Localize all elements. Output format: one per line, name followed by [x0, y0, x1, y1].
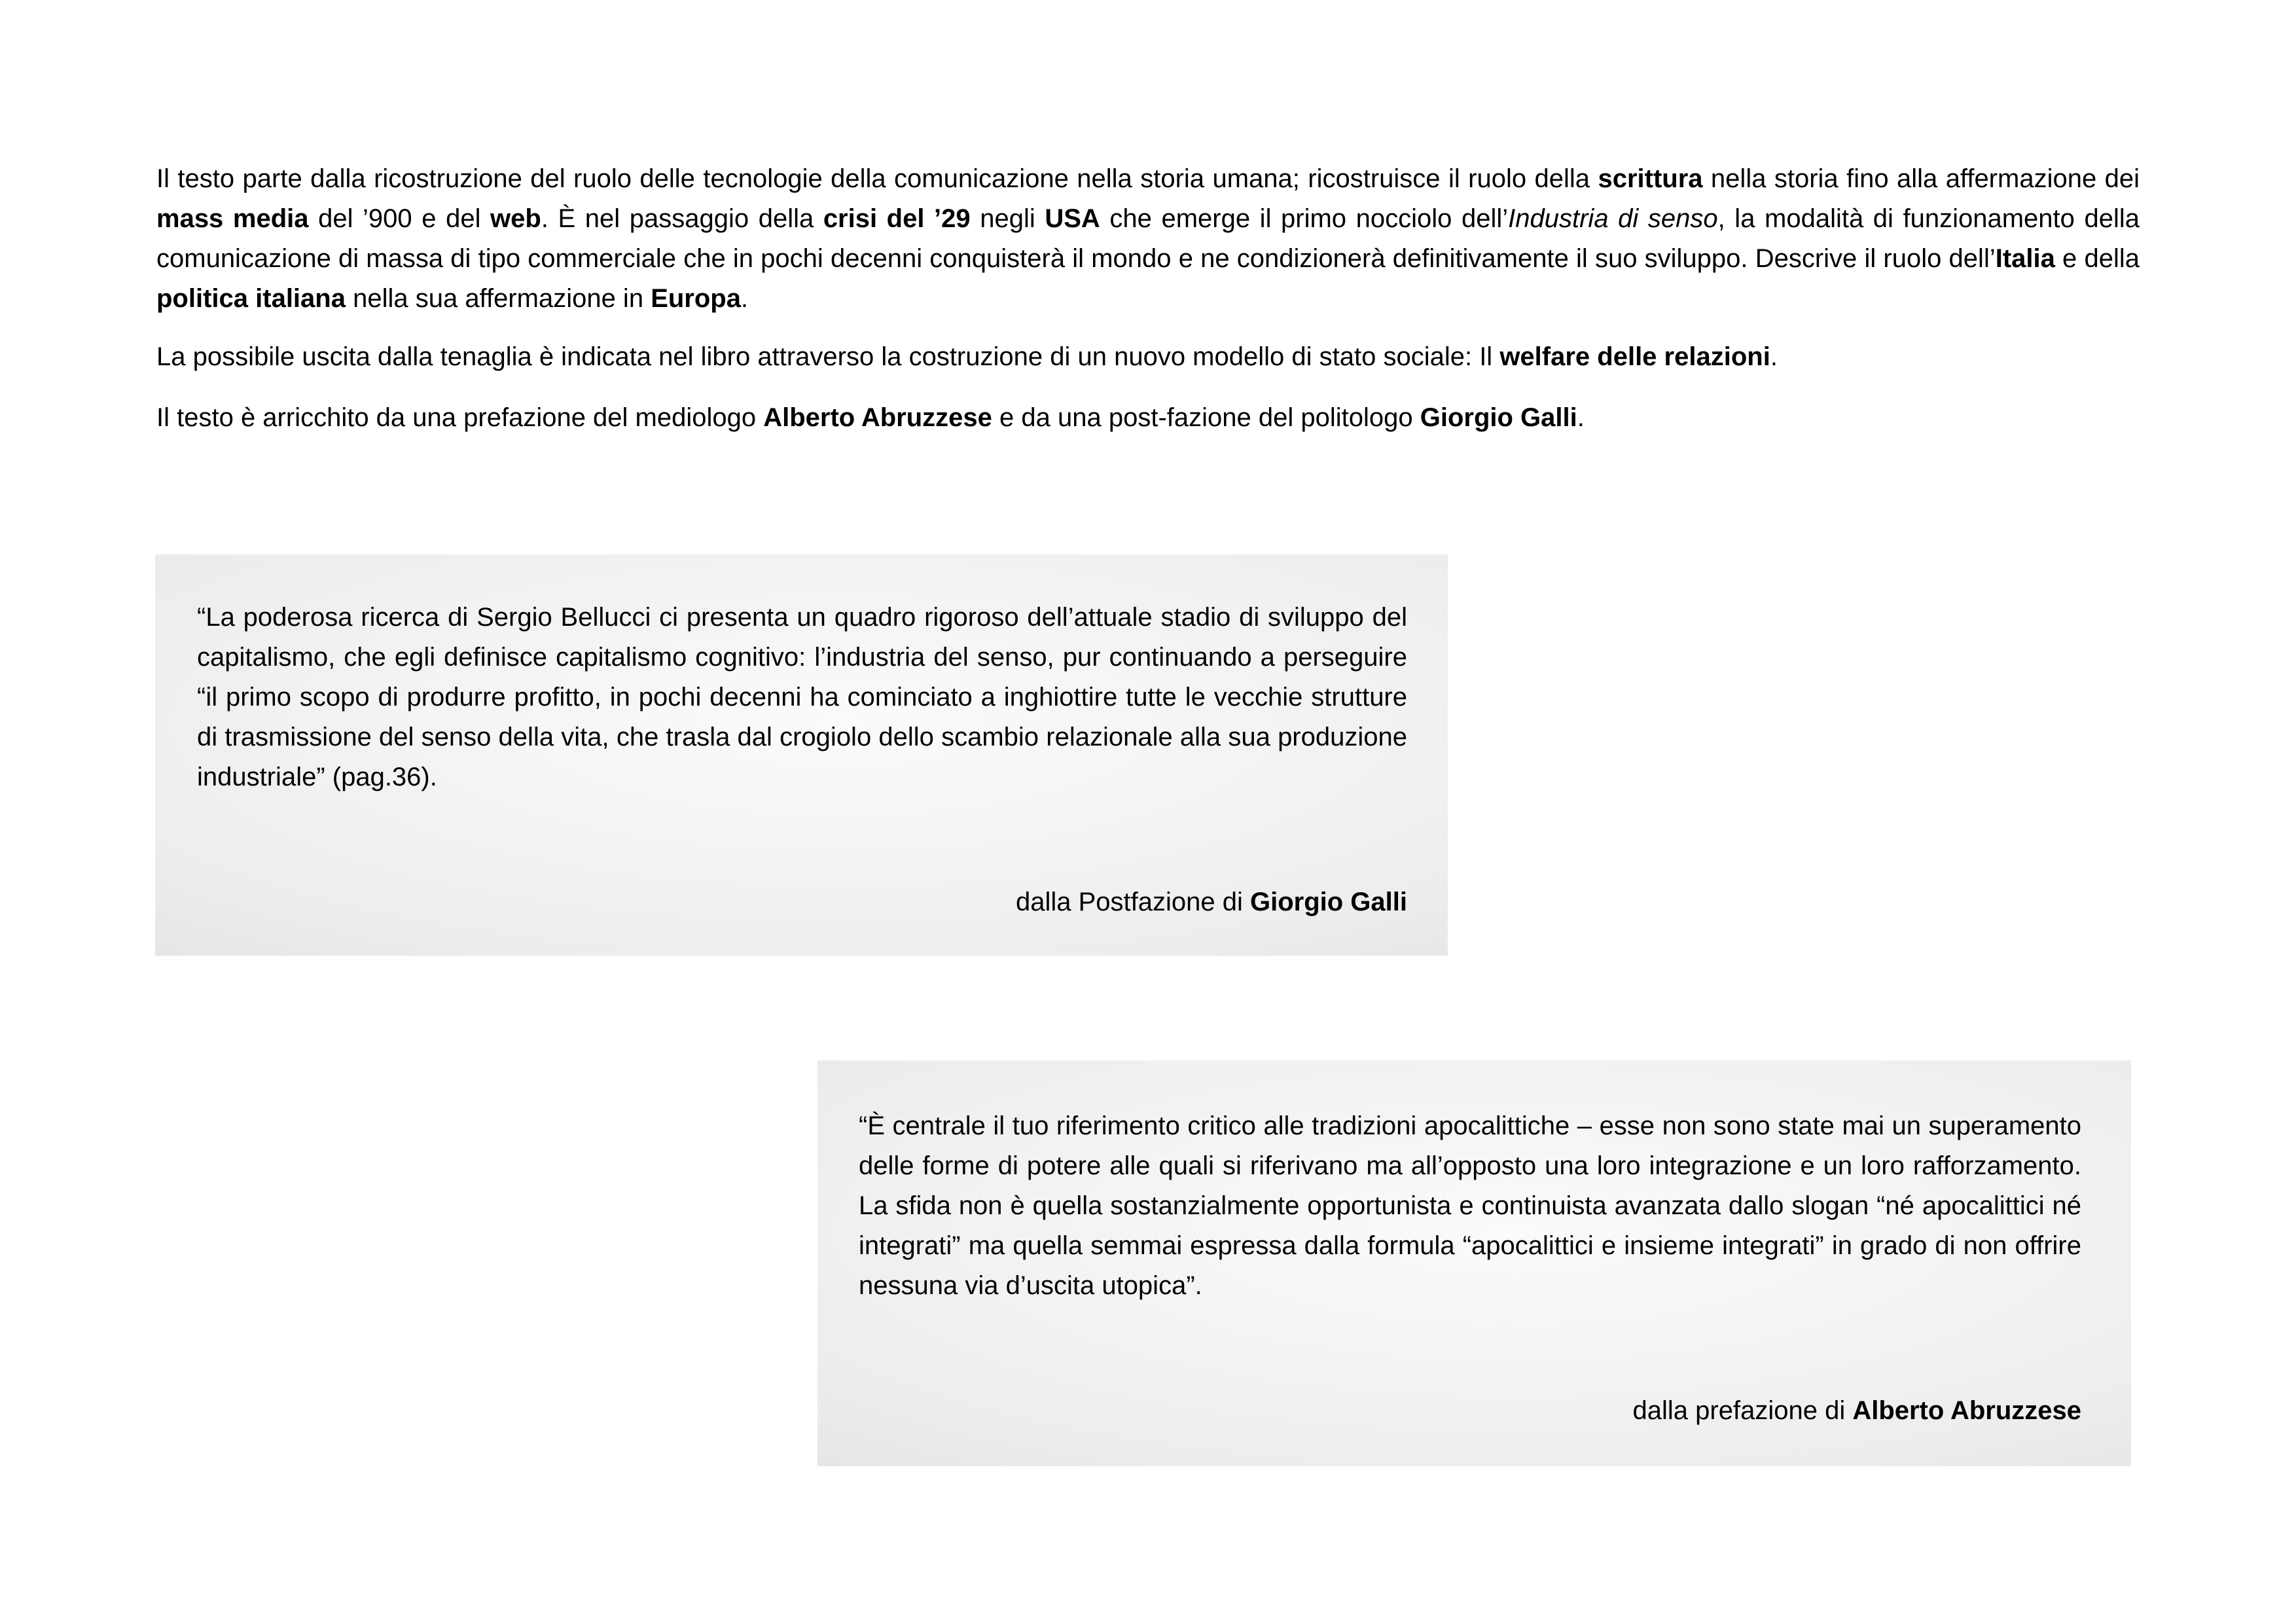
quote-attribution-abruzzese: dalla prefazione di Alberto Abruzzese: [1632, 1396, 2081, 1425]
quote-text-abruzzese: “È centrale il tuo riferimento critico alle tradizioni apocalittiche – esse non sono state mai un superamento delle forme di potere alle quali si riferivano ma all’opposto una loro integrazione e un loro rafforzamento. La sfida non è quella sostanzialmente opportunista e continuista avanzata dallo slogan “né apocalittici né integrati” ma quella semmai espressa dalla formula “apocalittici e insieme integrati” in grado di non offrire nessuna via d’uscita utopica”.: [859, 1111, 2081, 1300]
intro-paragraph-2: La possibile uscita dalla tenaglia è indicata nel libro attraverso la costruzione di un nuovo modello di stato sociale: Il welfare delle relazioni.: [156, 342, 1778, 371]
quote-box-postfazione-galli: [155, 554, 1448, 956]
quote-box-prefazione-abruzzese: [817, 1060, 2131, 1466]
quote-text-galli: “La poderosa ricerca di Sergio Bellucci ci presenta un quadro rigoroso dell’attuale stadio di sviluppo del capitalismo, che egli definisce capitalismo cognitivo: l’industria del senso, pur continuando a perseguire “il primo scopo di produrre profitto, in pochi decenni ha cominciato a inghiottire tutte le vecchie strutture di trasmissione del senso della vita, che trasla dal crogiolo dello scambio relazionale alla sua produzione industriale” (pag.36).: [197, 603, 1407, 791]
quote-attribution-galli: dalla Postfazione di Giorgio Galli: [1015, 888, 1407, 916]
intro-paragraph-3: Il testo è arricchito da una prefazione del mediologo Alberto Abruzzese e da una post-fazione del politologo Giorgio Galli.: [156, 403, 1585, 432]
intro-paragraph-1: Il testo parte dalla ricostruzione del ruolo delle tecnologie della comunicazione nella storia umana; ricostruisce il ruolo della scrittura nella storia fino alla affermazione dei mass media del ’900 e del web. È nel passaggio della crisi del ’29 negli USA che emerge il primo nocciolo dell’Industria di senso, la modalità di funzionamento della comunicazione di massa di tipo commerciale che in pochi decenni conquisterà il mondo e ne condizionerà definitivamente il suo sviluppo. Descrive il ruolo dell’Italia e della politica italiana nella sua affermazione in Europa.: [156, 164, 2140, 313]
